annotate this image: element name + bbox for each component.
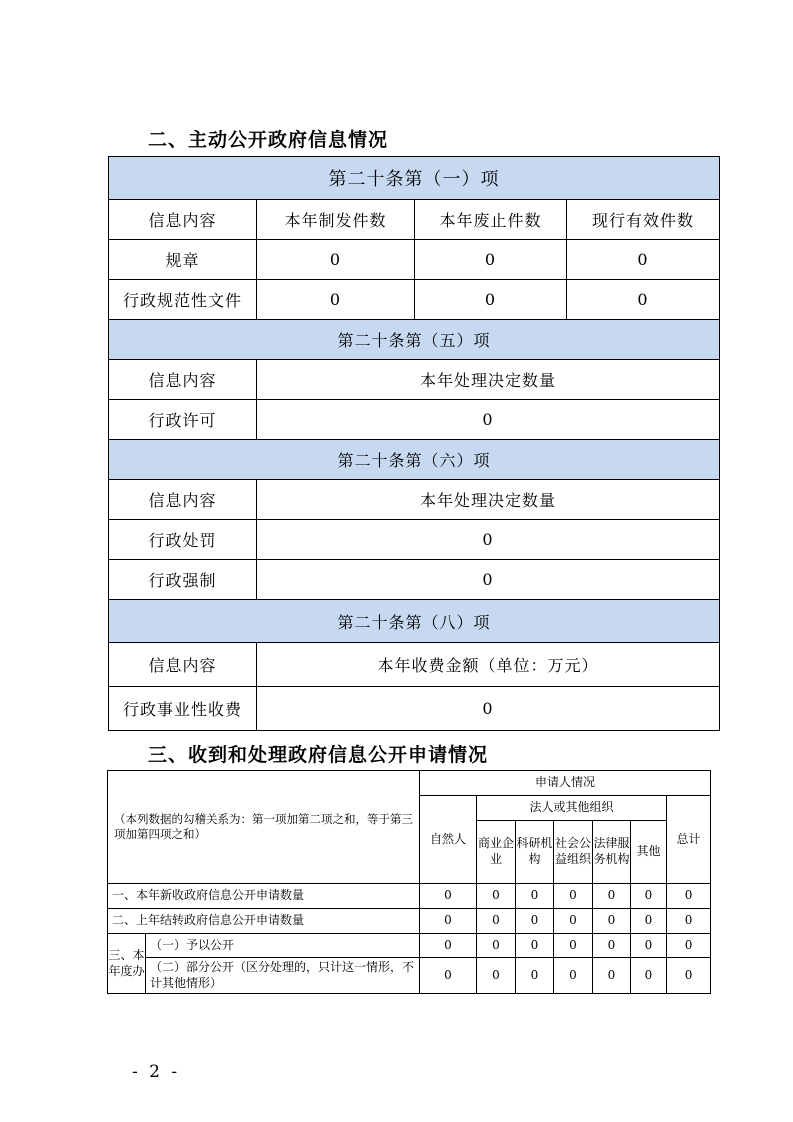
cell-value: 0	[554, 909, 593, 934]
group5-title: 第二十条第（五）项	[109, 320, 720, 360]
group5-header-value: 本年处理决定数量	[257, 360, 720, 400]
table-row	[108, 958, 711, 994]
row-label: 行政规范性文件	[109, 280, 257, 320]
row-value: 0	[257, 560, 720, 600]
group1-header-abolished: 本年废止件数	[415, 200, 567, 240]
cell-value: 0	[667, 958, 711, 994]
group6-header-value: 本年处理决定数量	[257, 480, 720, 520]
org-type-public-welfare: 社会公益组织	[554, 821, 593, 884]
table-row	[108, 934, 711, 958]
cell-value: 0	[554, 884, 593, 909]
cell-value: 0	[593, 884, 631, 909]
cell-value: 0	[667, 934, 711, 958]
table-row	[109, 280, 720, 320]
group6-header-label: 信息内容	[109, 480, 257, 520]
group1-header-valid: 现行有效件数	[567, 200, 720, 240]
row-value: 0	[257, 280, 415, 320]
row-label: 二、上年结转政府信息公开申请数量	[108, 909, 420, 934]
cell-value: 0	[516, 909, 554, 934]
legal-org-header: 法人或其他组织	[477, 796, 667, 821]
group8-header-value: 本年收费金额（单位：万元）	[257, 643, 720, 687]
cell-value: 0	[420, 909, 477, 934]
row-value: 0	[567, 240, 720, 280]
table-row	[108, 909, 711, 934]
row-label: 行政处罚	[109, 520, 257, 560]
group8-header-label: 信息内容	[109, 643, 257, 687]
org-type-research: 科研机构	[516, 821, 554, 884]
table-row	[109, 400, 720, 440]
row-label: 一、本年新收政府信息公开申请数量	[108, 884, 420, 909]
cell-value: 0	[593, 958, 631, 994]
total-header: 总计	[667, 796, 711, 884]
row-label: （二）部分公开（区分处理的，只计这一情形，不计其他情形）	[146, 958, 420, 994]
cell-value: 0	[667, 909, 711, 934]
cell-value: 0	[593, 909, 631, 934]
section3-heading: 三、收到和处理政府信息公开申请情况	[148, 744, 489, 766]
group1-header-issued: 本年制发件数	[257, 200, 415, 240]
application-table	[107, 770, 711, 994]
natural-person-header: 自然人	[420, 796, 477, 884]
table-row	[109, 240, 720, 280]
page-number: - 2 -	[132, 1062, 181, 1082]
cell-value: 0	[516, 934, 554, 958]
cell-value: 0	[631, 884, 667, 909]
row-value: 0	[257, 240, 415, 280]
group3-label: 三、本年度办	[108, 934, 146, 994]
row-label: 行政许可	[109, 400, 257, 440]
org-type-legal-service: 法律服务机构	[593, 821, 631, 884]
table-row	[109, 687, 720, 731]
org-type-business: 商业企业	[477, 821, 516, 884]
table-row	[109, 520, 720, 560]
cell-value: 0	[477, 958, 516, 994]
row-value: 0	[257, 687, 720, 731]
cell-value: 0	[420, 934, 477, 958]
cell-value: 0	[516, 884, 554, 909]
group8-title: 第二十条第（八）项	[109, 600, 720, 643]
row-value: 0	[257, 520, 720, 560]
group5-header-label: 信息内容	[109, 360, 257, 400]
cell-value: 0	[631, 909, 667, 934]
applicant-header: 申请人情况	[420, 771, 711, 796]
table-row	[108, 884, 711, 909]
cell-value: 0	[420, 884, 477, 909]
cell-value: 0	[667, 884, 711, 909]
proactive-disclosure-table	[108, 156, 720, 731]
row-label: 行政强制	[109, 560, 257, 600]
cell-value: 0	[631, 934, 667, 958]
reconciliation-note: （本列数据的勾稽关系为：第一项加第二项之和，等于第三项加第四项之和）	[108, 771, 420, 884]
row-value: 0	[257, 400, 720, 440]
cell-value: 0	[593, 934, 631, 958]
cell-value: 0	[554, 934, 593, 958]
table-row	[109, 560, 720, 600]
row-label: （一）予以公开	[146, 934, 420, 958]
group1-header-content: 信息内容	[109, 200, 257, 240]
group1-title: 第二十条第（一）项	[109, 157, 720, 200]
cell-value: 0	[477, 909, 516, 934]
row-label: 规章	[109, 240, 257, 280]
cell-value: 0	[554, 958, 593, 994]
row-value: 0	[415, 280, 567, 320]
cell-value: 0	[516, 958, 554, 994]
row-value: 0	[415, 240, 567, 280]
cell-value: 0	[420, 958, 477, 994]
org-type-other: 其他	[631, 821, 667, 884]
section2-heading: 二、主动公开政府信息情况	[148, 129, 389, 151]
row-label: 行政事业性收费	[109, 687, 257, 731]
cell-value: 0	[477, 884, 516, 909]
cell-value: 0	[631, 958, 667, 994]
group6-title: 第二十条第（六）项	[109, 440, 720, 480]
row-value: 0	[567, 280, 720, 320]
cell-value: 0	[477, 934, 516, 958]
